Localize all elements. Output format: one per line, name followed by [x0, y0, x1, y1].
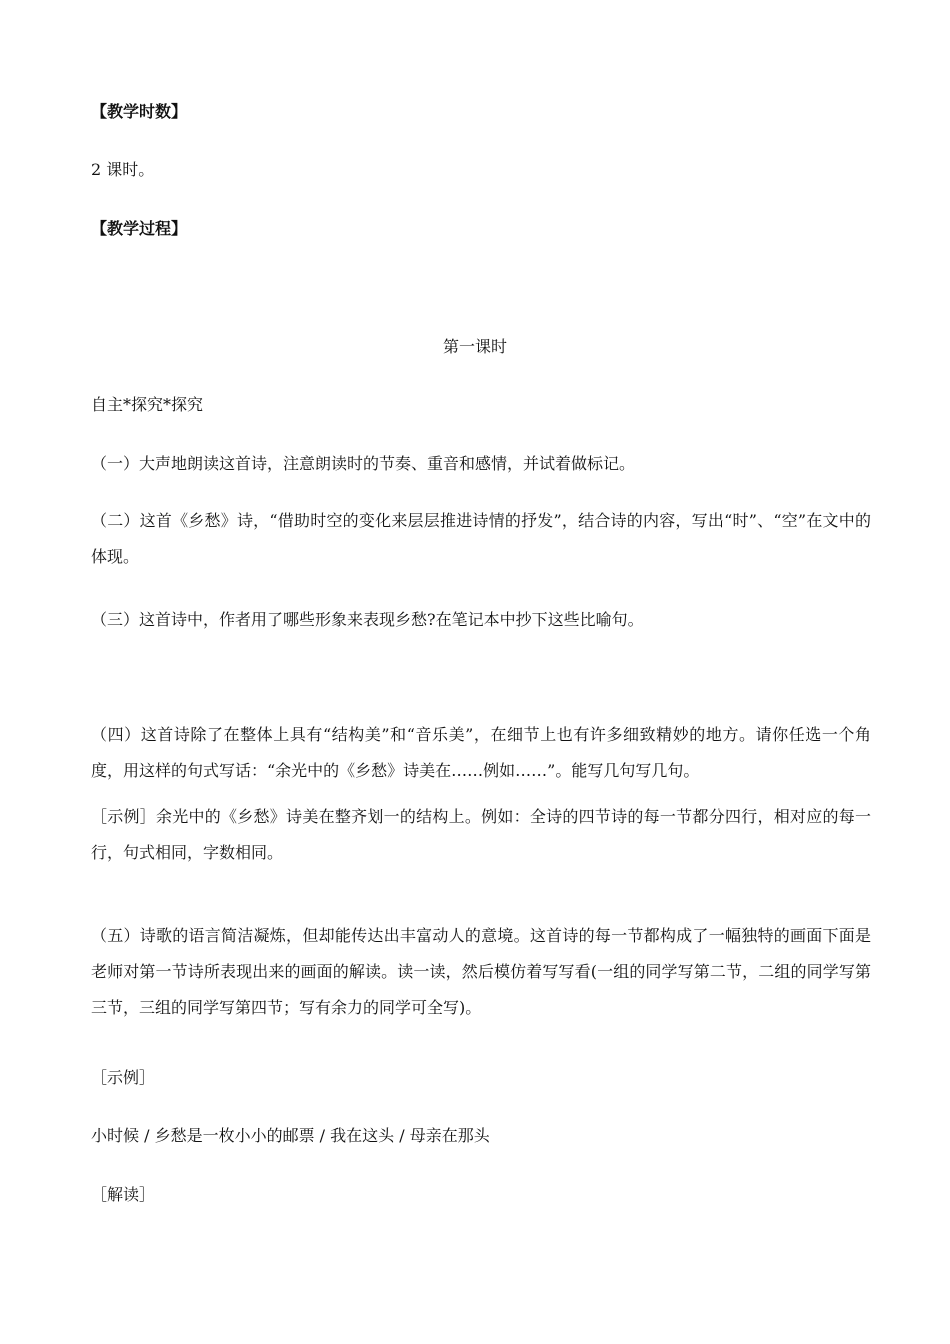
interpretation-label: ［解读］ [91, 1185, 156, 1204]
heading-teaching-process: 【教学过程】 [91, 219, 188, 238]
lesson-title: 第一课时 [442, 337, 507, 356]
question-5: （五）诗歌的语言简洁凝炼，但却能传达出丰富动人的意境。这首诗的每一节都构成了一幅独特的画面下面是老师对第一节诗所表现出来的画面的解读。读一读，然后模仿着写写看(一组的同学写第二节，二组的同学写第三节，三组的同学写第四节；写有余力的同学可全写)。 [91, 926, 871, 1017]
teaching-hours-text: 2 课时。 [91, 160, 155, 179]
example-poem: 小时候 / 乡愁是一枚小小的邮票 / 我在这头 / 母亲在那头 [91, 1126, 490, 1145]
example-1: ［示例］余光中的《乡愁》诗美在整齐划一的结构上。例如：全诗的四节诗的每一节都分四行，相对应的每一行，句式相同，字数相同。 [91, 807, 871, 862]
question-2: （二）这首《乡愁》诗，“借助时空的变化来层层推进诗情的抒发”，结合诗的内容，写出“时”、“空”在文中的体现。 [91, 511, 871, 566]
question-4: （四）这首诗除了在整体上具有“结构美”和“音乐美”，在细节上也有许多细致精妙的地方。请你任选一个角度，用这样的句式写话：“余光中的《乡愁》诗美在……例如……”。能写几句写几句。 [91, 725, 871, 780]
example-label: ［示例］ [91, 1068, 156, 1087]
heading-teaching-hours: 【教学时数】 [91, 102, 188, 121]
section-label: 自主*探究*探究 [91, 395, 204, 414]
question-3: （三）这首诗中，作者用了哪些形象来表现乡愁?在笔记本中抄下这些比喻句。 [91, 610, 644, 629]
question-1: （一）大声地朗读这首诗，注意朗读时的节奏、重音和感情，并试着做标记。 [91, 454, 636, 473]
